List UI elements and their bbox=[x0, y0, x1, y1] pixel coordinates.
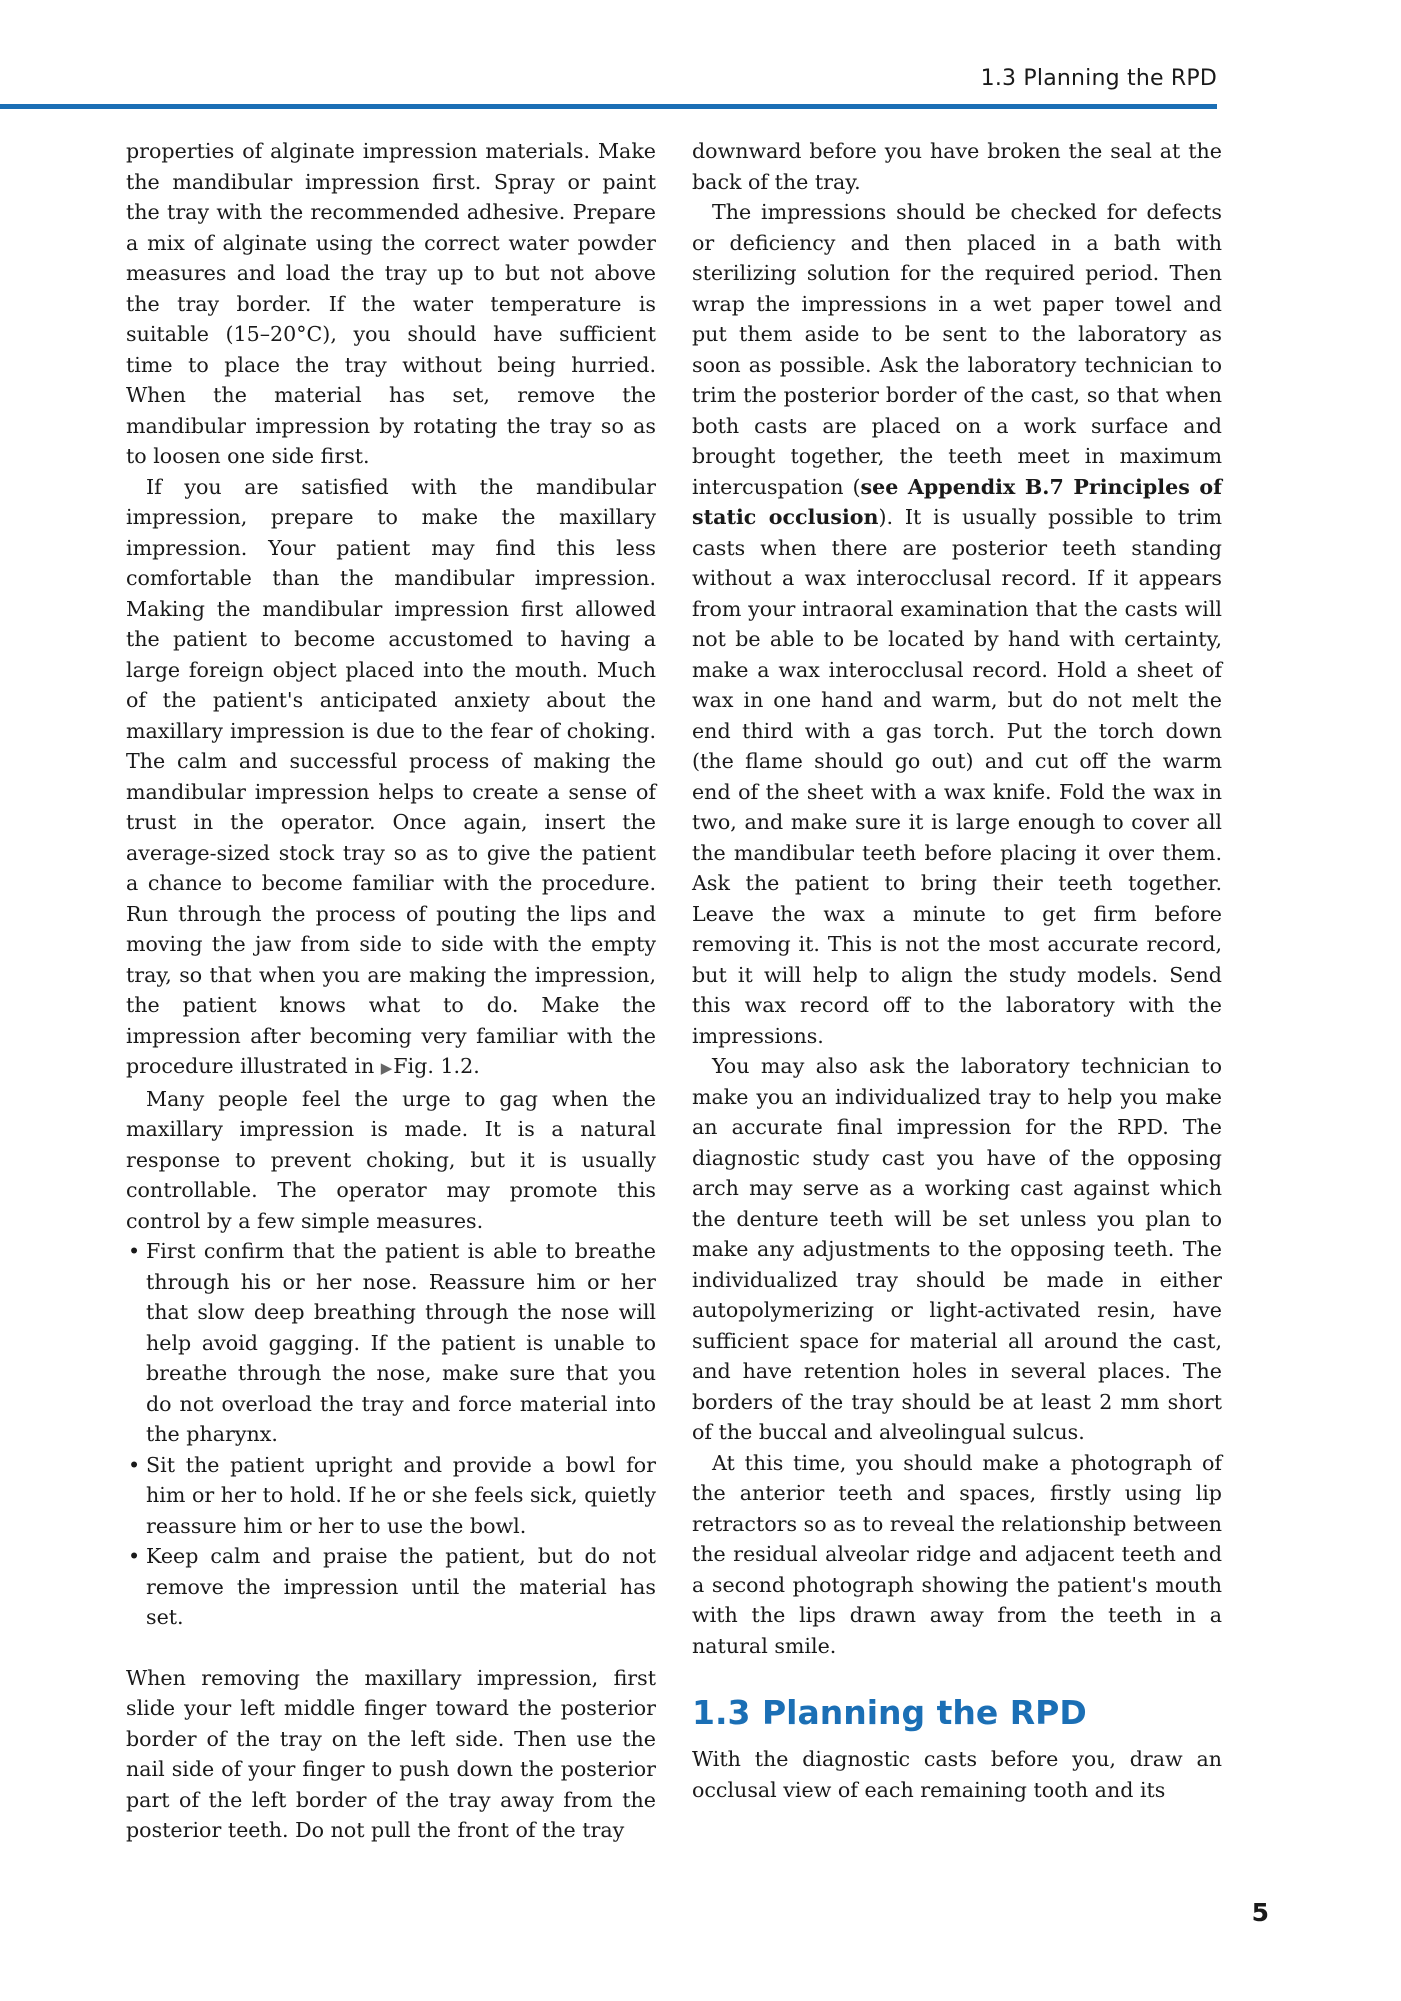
right-column bbox=[692, 136, 1222, 1805]
body-paragraph: When removing the maxillary impression, first slide your left middle finger toward the posterior border of the tray on the left side. Then use the nail side of your finger to push down the posterior part of the left border of the tray away from the posterior teeth. Do not pull the front of the tray bbox=[126, 1665, 656, 1842]
body-paragraph: At this time, you should make a photograph of the anterior teeth and spaces, firstly using lip retractors so as to reveal the relationship between the residual alveolar ridge and adjacent teeth and a second photograph showing the patient's mouth with the lips drawn away from the teeth in a natural smile. bbox=[692, 1450, 1222, 1658]
running-head: 1.3 Planning the RPD bbox=[980, 66, 1217, 91]
body-paragraph bbox=[692, 197, 1222, 1051]
body-paragraph: properties of alginate impression materials. Make the mandibular impression first. Spray or paint the tray with the recommended adhesive. Prepare a mix of alginate using the correct water powder measures and load the tray up to but not above the tray border. If the water temperature is suitable (15–20°C), you should have sufficient time to place the tray without being hurried. When the material has set, remove the mandibular impression by rotating the tray so as to loosen one side first. bbox=[126, 139, 656, 468]
figure-reference-link[interactable]: Fig. 1.2. bbox=[393, 1054, 480, 1078]
list-item bbox=[126, 1450, 656, 1542]
paragraph-text: ). It is usually possible to trim casts when there are posterior teeth standing without a wax interocclusal record. If it appears from your intraoral examination that the casts will not be able to be located by hand with certainty, make a wax interocclusal record. Hold a sheet of wax in one hand and warm, but do not melt the end third with a gas torch. Put the torch down (the flame should go out) and cut off the warm end of the sheet with a wax knife. Fold the wax in two, and make sure it is large enough to cover all the mandibular teeth before placing it over them. Ask the patient to bring their teeth together. Leave the wax a minute to get firm before removing it. This is not the most accurate record, but it will help to align the study models. Send this wax record off to the laboratory with the impressions. bbox=[692, 505, 1222, 1048]
list-item-text: First confirm that the patient is able to breathe through his or her nose. Reassure him or her that slow deep breathing through the nose will help avoid gagging. If the patient is unable to breathe through the nose, make sure that you do not overload the tray and force material into the pharynx. bbox=[146, 1239, 656, 1446]
paragraph-text: If you are satisfied with the mandibular impression, prepare to make the maxillary impression. Your patient may find this less comfortable than the mandibular impression. Making the mandibular impression first allowed the patient to become accustomed to having a large foreign object placed into the mouth. Much of the patient's anticipated anxiety about the maxillary impression is due to the fear of choking. The calm and successful process of making the mandibular impression helps to create a sense of trust in the operator. Once again, insert the average-sized stock tray so as to give the patient a chance to become familiar with the procedure. Run through the process of pouting the lips and moving the jaw from side to side with the empty tray, so that when you are making the impression, the patient knows what to do. Make the impression after becoming very familiar with the procedure illustrated in bbox=[126, 474, 656, 1078]
bullet-icon: • bbox=[128, 1544, 141, 1568]
list-item bbox=[126, 1236, 656, 1450]
bullet-list bbox=[126, 1236, 656, 1633]
paragraph-text: The impressions should be checked for defects or deficiency and then placed in a bath with sterilizing solution for the required period. Then wrap the impressions in a wet paper towel and put them aside to be sent to the laboratory as soon as possible. Ask the laboratory technician to trim the posterior border of the cast, so that when both casts are placed on a work surface and brought together, the teeth meet in maximum intercuspation ( bbox=[692, 200, 1222, 499]
page-number: 5 bbox=[1251, 1898, 1269, 1927]
list-item bbox=[126, 1541, 656, 1633]
section-heading: 1.3 Planning the RPD bbox=[692, 1693, 1087, 1732]
bullet-icon: • bbox=[128, 1239, 141, 1263]
body-paragraph: You may also ask the laboratory technician to make you an individualized tray to help you make an accurate final impression for the RPD. The diagnostic study cast you have of the opposing arch may serve as a working cast against which the denture teeth will be set unless you plan to make any adjustments to the opposing teeth. The individualized tray should be made in either autopolymerizing or light-activated resin, have sufficient space for material all around the cast, and have retention holes in several places. The borders of the tray should be at least 2 mm short of the buccal and alveolingual sulcus. bbox=[692, 1054, 1222, 1444]
header-rule bbox=[0, 104, 1217, 109]
list-item-text: Sit the patient upright and provide a bowl for him or her to hold. If he or she feels sick, quietly reassure him or her to use the bowl. bbox=[146, 1452, 656, 1538]
body-paragraph: downward before you have broken the seal at the back of the tray. bbox=[692, 139, 1222, 194]
left-column bbox=[126, 136, 656, 1846]
bullet-icon: • bbox=[128, 1452, 141, 1477]
list-item-text: Keep calm and praise the patient, but do not remove the impression until the material has set. bbox=[146, 1544, 656, 1629]
body-paragraph: Many people feel the urge to gag when the maxillary impression is made. It is a natural response to prevent choking, but it is usually controllable. The operator may promote this control by a few simple measures. bbox=[126, 1086, 656, 1233]
body-paragraph: With the diagnostic casts before you, draw an occlusal view of each remaining tooth and its bbox=[692, 1747, 1222, 1802]
cross-reference-arrow-icon: ▶ bbox=[380, 1059, 393, 1077]
appendix-cross-reference[interactable]: see Appendix B.7 Principles of static occlusion bbox=[692, 474, 1222, 529]
body-paragraph bbox=[126, 472, 656, 1084]
